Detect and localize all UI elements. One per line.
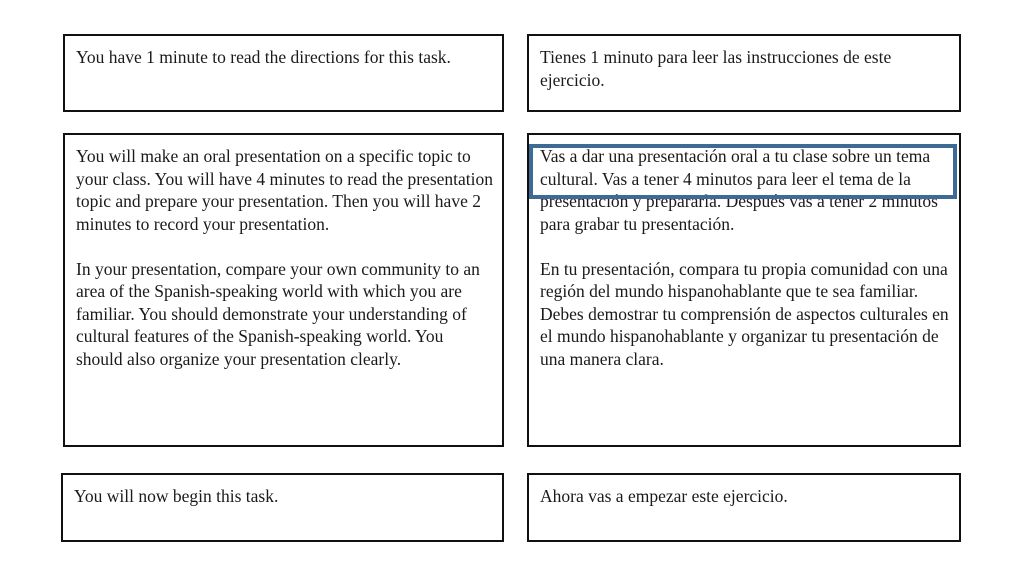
english-begin-text: You will now begin this task. (74, 486, 279, 506)
english-intro-box (63, 34, 504, 112)
spanish-begin-box (527, 473, 961, 542)
english-instructions-paragraph-1: You will make an oral presentation on a specific topic to your class. You will have 4 minutes to read the presentation topic and prepare your presentation. Then you will have 2 minutes to record your presentation. (76, 146, 494, 234)
english-intro-text: You have 1 minute to read the directions for this task. (76, 47, 451, 67)
english-instructions-box (63, 133, 504, 447)
spanish-instructions (540, 145, 953, 370)
spanish-instructions-paragraph-2: En tu presentación, compara tu propia comunidad con una región del mundo hispanohablante que te sea familiar. Debes demostrar tu comprensión de aspectos culturales en el mundo hispanohablante y organizar tu presentación de una manera clara. (540, 258, 949, 369)
spanish-instructions-box (527, 133, 961, 447)
english-begin-box (61, 473, 504, 542)
english-instructions (76, 145, 494, 370)
spanish-intro-box (527, 34, 961, 112)
spanish-intro-text: Tienes 1 minuto para leer las instrucciones de este ejercicio. (540, 47, 892, 90)
spanish-instructions-paragraph-1: Vas a dar una presentación oral a tu clase sobre un tema cultural. Vas a tener 4 minutos para leer el tema de la presentación y prepararla. Después vas a tener 2 minutos para grabar tu presentación. (540, 146, 938, 234)
spanish-begin-text: Ahora vas a empezar este ejercicio. (540, 486, 788, 506)
english-instructions-paragraph-2: In your presentation, compare your own community to an area of the Spanish-speaking world with which you are familiar. You should demonstrate your understanding of cultural features of the Spanish-speaking world. You should also organize your presentation clearly. (76, 258, 480, 369)
